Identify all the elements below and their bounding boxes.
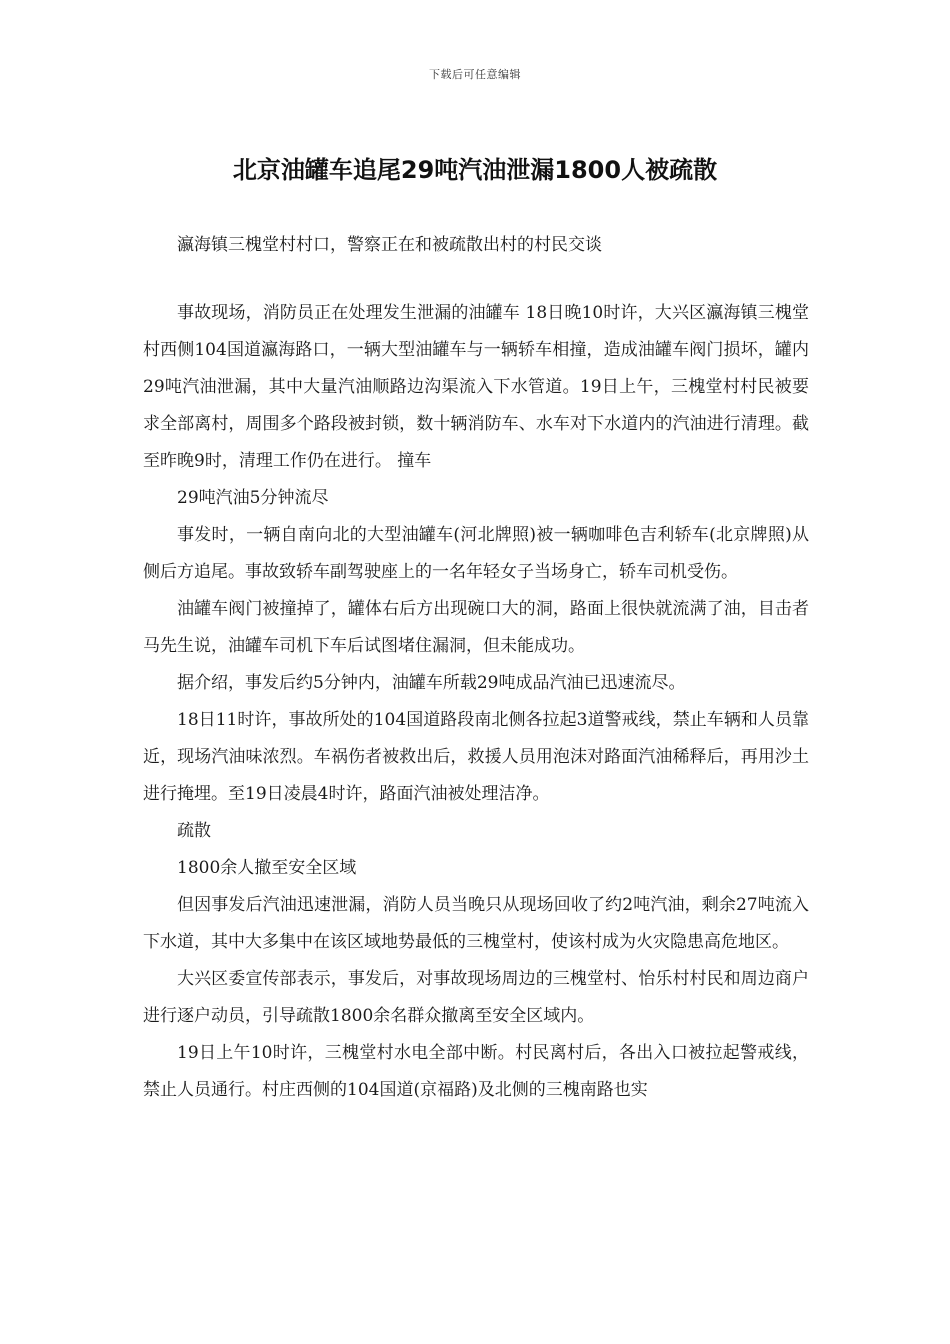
section-heading: 疏散 bbox=[177, 821, 211, 841]
page-title: 北京油罐车追尾29吨汽油泄漏1800人被疏散 bbox=[232, 156, 718, 184]
paragraph: 据介绍，事发后约5分钟内，油罐车所载29吨成品汽油已迅速流尽。 bbox=[177, 673, 686, 693]
paragraph: 18日11时许，事故所处的104国道路段南北侧各拉起3道警戒线，禁止车辆和人员靠近，现场汽油味浓烈。车祸伤者被救出后，救援人员用泡沫对路面汽油稀释后，再用沙土进行掩埋。至19日凌晨4时许，路面汽油被处理洁净。 bbox=[143, 710, 809, 804]
paragraph: 油罐车阀门被撞掉了，罐体右后方出现碗口大的洞，路面上很快就流满了油，目击者马先生说，油罐车司机下车后试图堵住漏洞，但未能成功。 bbox=[143, 599, 809, 656]
paragraph: 但因事发后汽油迅速泄漏，消防人员当晚只从现场回收了约2吨汽油，剩余27吨流入下水道，其中大多集中在该区域地势最低的三槐堂村，使该村成为火灾隐患高危地区。 bbox=[143, 895, 809, 952]
photo-caption bbox=[143, 227, 809, 264]
header-note: 下载后可任意编辑 bbox=[429, 68, 521, 81]
paragraph: 19日上午10时许，三槐堂村水电全部中断。村民离村后，各出入口被拉起警戒线，禁止人员通行。村庄西侧的104国道(京福路)及北侧的三槐南路也实 bbox=[143, 1043, 809, 1100]
paragraph: 大兴区委宣传部表示，事发后，对事故现场周边的三槐堂村、怡乐村村民和周边商户进行逐户动员，引导疏散1800余名群众撤离至安全区域内。 bbox=[143, 969, 809, 1026]
section-subheading: 29吨汽油5分钟流尽 bbox=[177, 488, 329, 508]
paragraph: 事故现场，消防员正在处理发生泄漏的油罐车 18日晚10时许，大兴区瀛海镇三槐堂村西侧104国道瀛海路口，一辆大型油罐车与一辆轿车相撞，造成油罐车阀门损坏，罐内29吨汽油泄漏，其中大量汽油顺路边沟渠流入下水管道。19日上午，三槐堂村村民被要求全部离村，周围多个路段被封锁，数十辆消防车、水车对下水道内的汽油进行清理。截至昨晚9时，清理工作仍在进行。 撞车 bbox=[143, 303, 809, 471]
section-subheading: 1800余人撤至安全区域 bbox=[177, 858, 357, 878]
article-body bbox=[143, 295, 809, 1109]
paragraph: 事发时，一辆自南向北的大型油罐车(河北牌照)被一辆咖啡色吉利轿车(北京牌照)从侧后方追尾。事故致轿车副驾驶座上的一名年轻女子当场身亡，轿车司机受伤。 bbox=[143, 525, 809, 582]
caption-text: 瀛海镇三槐堂村村口，警察正在和被疏散出村的村民交谈 bbox=[177, 235, 602, 255]
